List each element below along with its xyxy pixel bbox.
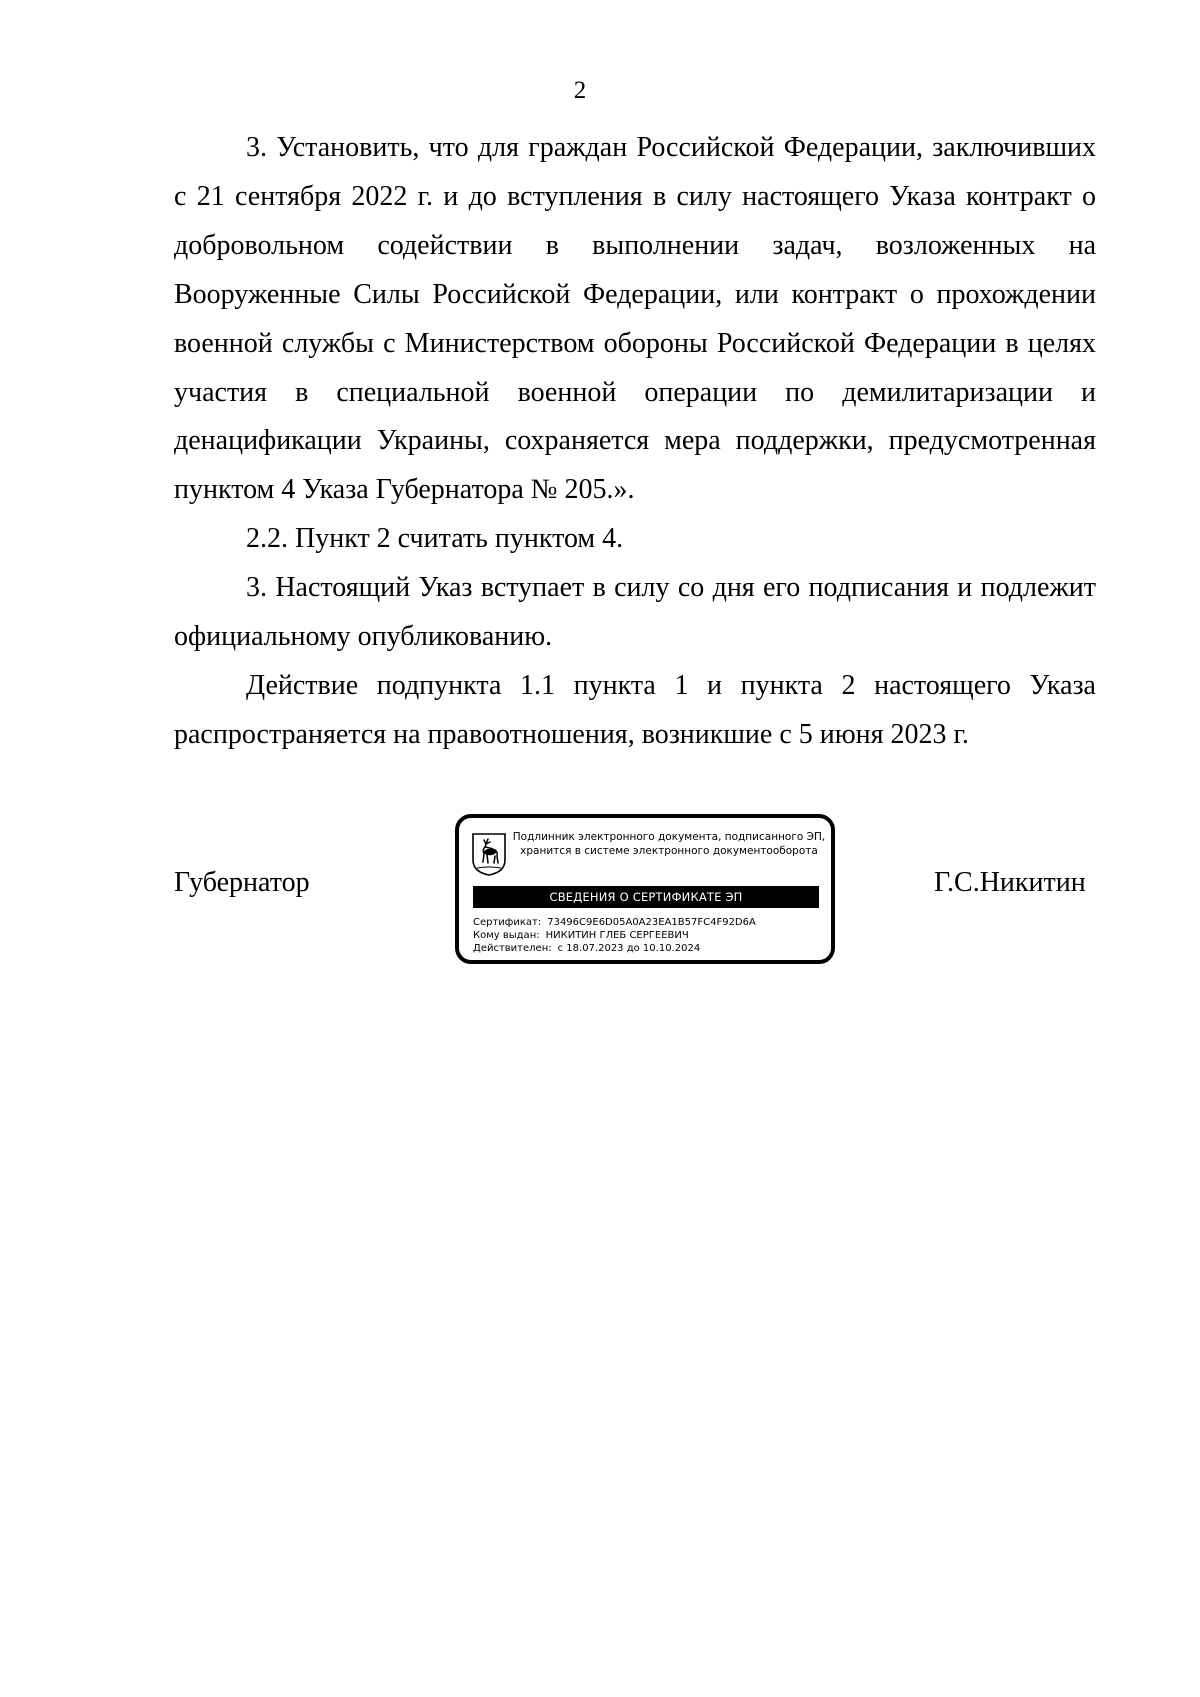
page-number: 2 bbox=[573, 77, 587, 104]
stamp-header bbox=[511, 830, 827, 858]
certificate-label: Сертификат: bbox=[473, 917, 542, 928]
certificate-value: 73496C9E6D05A0A23EA1B57FC4F92D6A bbox=[547, 917, 756, 928]
stamp-header-line: хранится в системе электронного документооборота bbox=[520, 845, 818, 857]
document-body bbox=[174, 124, 1096, 760]
valid-value: с 18.07.2023 до 10.10.2024 bbox=[557, 943, 701, 954]
valid-label: Действителен: bbox=[473, 943, 552, 954]
issued-to-value: НИКИТИН ГЛЕБ СЕРГЕЕВИЧ bbox=[545, 930, 689, 941]
paragraph-item-2-2: 2.2. Пункт 2 считать пунктом 4. bbox=[246, 523, 624, 555]
paragraph-retroactive-effect: Действие подпункта 1.1 пункта 1 и пункта 2 настоящего Указа распространяется на правоотношения, возникшие с 5 июня 2023 г. bbox=[174, 669, 1096, 750]
deer-coat-of-arms-icon bbox=[471, 832, 507, 876]
issued-to-row bbox=[473, 929, 823, 942]
signatory-name: Г.С.Никитин bbox=[934, 867, 1086, 898]
issued-to-label: Кому выдан: bbox=[473, 930, 540, 941]
paragraph-item-3: 3. Установить, что для граждан Российской Федерации, заключивших с 21 сентября 2022 г. и до вступления в силу настоящего Указа контракт о добровольном содействии в выполнении задач, возложенных на Вооруженные Силы Российской Федерации, или контракт о прохождении военной службы с Министерством обороны Российской Федерации в целях участия в специальной военной операции по демилитаризации и денацификации Украины, сохраняется мера поддержки, предусмотренная пунктом 4 Указа Губернатора № 205.». bbox=[174, 132, 1096, 506]
stamp-certificate-title: СВЕДЕНИЯ О СЕРТИФИКАТЕ ЭП bbox=[473, 886, 819, 908]
stamp-header-line: Подлинник электронного документа, подписанного ЭП, bbox=[512, 831, 826, 843]
stamp-certificate-details bbox=[473, 916, 823, 955]
electronic-signature-stamp bbox=[455, 814, 835, 964]
signatory-position: Губернатор bbox=[174, 867, 310, 898]
valid-row bbox=[473, 942, 823, 955]
paragraph-effective-date: 3. Настоящий Указ вступает в силу со дня его подписания и подлежит официальному опубликованию. bbox=[174, 572, 1096, 653]
certificate-row bbox=[473, 916, 823, 929]
